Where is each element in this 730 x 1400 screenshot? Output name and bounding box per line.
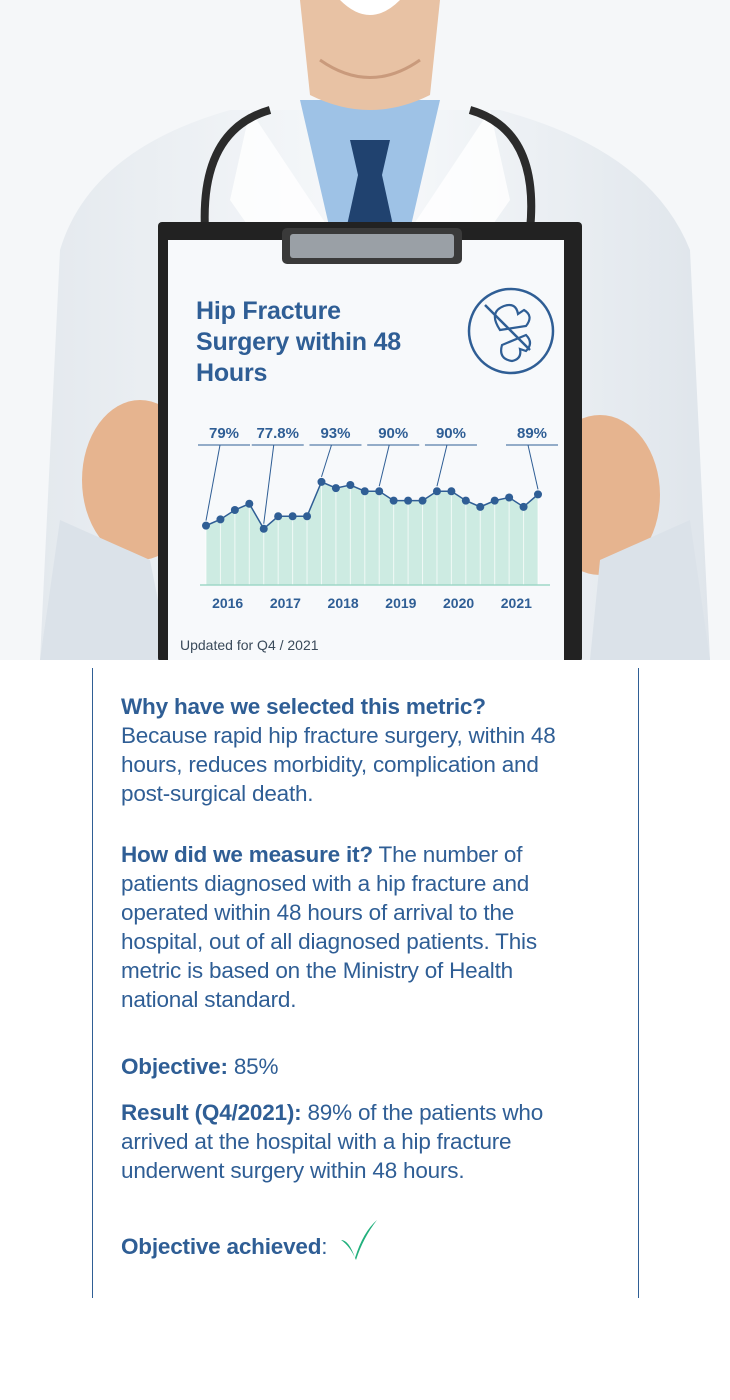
x-tick-label: 2019: [385, 595, 417, 611]
data-point: [462, 497, 470, 505]
x-tick-label: 2018: [327, 595, 359, 611]
data-point: [491, 497, 499, 505]
data-point: [332, 484, 340, 492]
annotation-label: 89%: [516, 425, 548, 442]
data-point: [505, 494, 513, 502]
data-point: [361, 487, 369, 495]
how-text: The number of patients diagnosed with a hip fracture and operated within 48 hours of arrival to the hospital, out of all diagnosed patients. This metric is based on the Ministry of Health national standard.: [121, 842, 537, 1012]
objective-label: Objective:: [121, 1054, 228, 1079]
annotation-leader: [379, 445, 389, 486]
data-point: [245, 500, 253, 508]
annotation-label: 77.8%: [256, 425, 300, 442]
info-panel: [92, 668, 639, 1298]
objective-paragraph: [121, 1052, 591, 1081]
annotation-label: 93%: [320, 425, 351, 442]
achieved-label: Objective achieved: [121, 1234, 322, 1259]
data-point: [433, 487, 441, 495]
data-point: [520, 503, 528, 511]
data-point: [476, 503, 484, 511]
data-point: [216, 515, 224, 523]
annotation-leader: [321, 445, 331, 477]
x-tick-label: 2017: [269, 595, 301, 611]
x-tick-label: 2021: [500, 595, 532, 611]
area-fill: [206, 482, 538, 585]
data-point: [404, 497, 412, 505]
annotation-leader: [264, 445, 274, 524]
data-point: [317, 478, 325, 486]
annotation-label: 90%: [435, 425, 466, 442]
data-point: [346, 481, 354, 489]
data-point: [303, 512, 311, 520]
data-point: [390, 497, 398, 505]
line-chart: [168, 230, 564, 660]
data-point: [534, 490, 542, 498]
data-point: [447, 487, 455, 495]
data-point: [260, 525, 268, 533]
annotation-leader: [206, 445, 220, 521]
chart-title: Hip Fracture Surgery within 48 Hours: [196, 297, 401, 387]
result-label: Result (Q4/2021):: [121, 1100, 302, 1125]
checkmark-icon: [339, 1218, 379, 1262]
result-paragraph: [121, 1098, 591, 1185]
data-point: [274, 512, 282, 520]
clipboard-paper: [168, 230, 564, 660]
data-point: [375, 487, 383, 495]
data-point: [202, 522, 210, 530]
why-paragraph: [121, 692, 591, 808]
data-point: [289, 512, 297, 520]
x-tick-label: 2020: [443, 595, 475, 611]
updated-note: Updated for Q4 / 2021: [180, 637, 319, 653]
why-text: Because rapid hip fracture surgery, within 48 hours, reduces morbidity, complication and post-surgical death.: [121, 723, 556, 806]
annotation-label: 79%: [208, 425, 240, 442]
how-paragraph: [121, 840, 591, 1014]
objective-value: 85%: [227, 1054, 279, 1079]
how-label: How did we measure it?: [121, 842, 373, 867]
annotation-leader: [528, 445, 538, 489]
data-point: [231, 506, 239, 514]
x-tick-label: 2016: [212, 595, 244, 611]
annotation-label: 90%: [378, 425, 409, 442]
achieved-paragraph: [121, 1218, 591, 1262]
achieved-colon: :: [321, 1234, 328, 1259]
result-text: 89% of the patients who arrived at the hospital with a hip fracture underwent surgery within 48 hours.: [121, 1100, 544, 1183]
annotation-leader: [437, 445, 447, 486]
data-point: [419, 497, 427, 505]
hero-photo: [0, 0, 730, 660]
why-label: Why have we selected this metric?: [121, 694, 486, 719]
